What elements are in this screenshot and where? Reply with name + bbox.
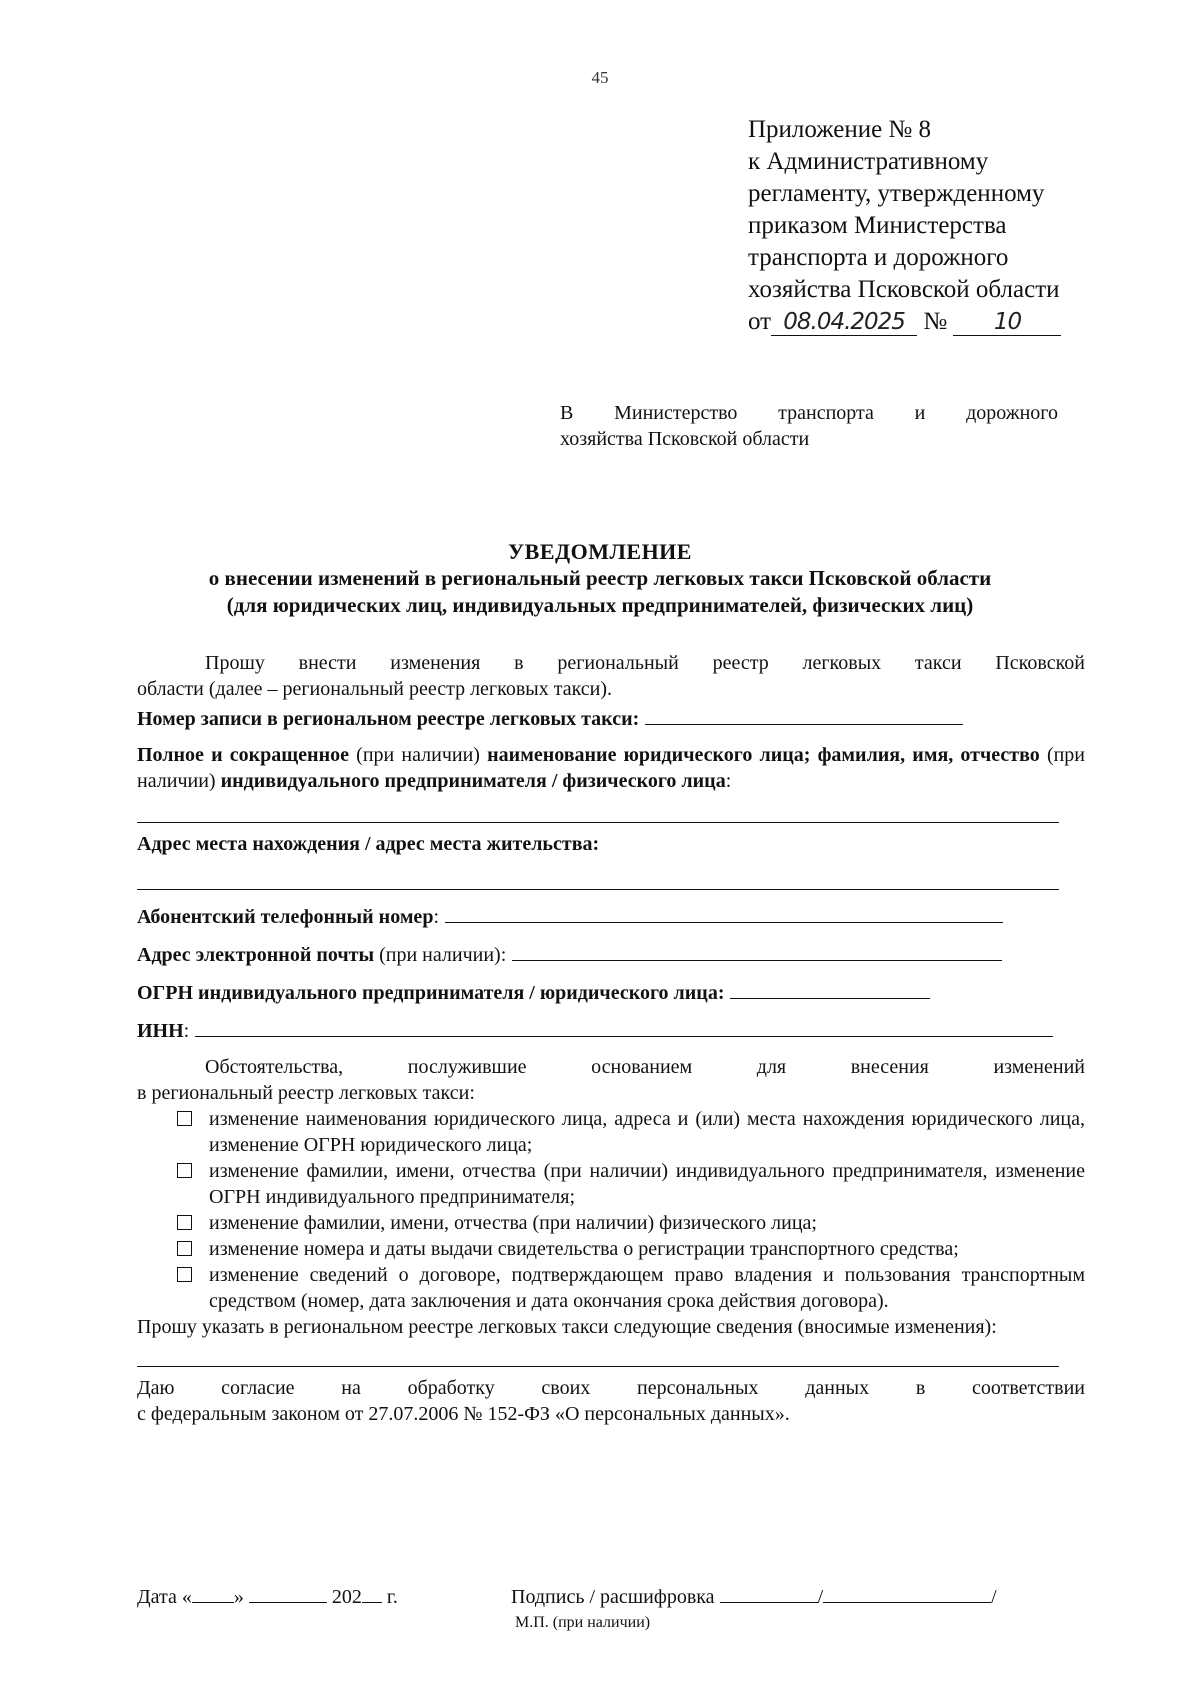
address-input-line[interactable] (137, 865, 1059, 890)
name-field-label (137, 742, 1085, 794)
appendix-line: транспорта и дорожного (748, 244, 1009, 271)
checkbox-label: изменение наименования юридического лица, адреса и (или) места нахождения юридического лица, изменение ОГРН юридического лица; (209, 1108, 1085, 1156)
appendix-line: приказом Министерства (748, 212, 1007, 239)
signature-label: Подпись / расшифровка (511, 1586, 715, 1608)
signature-input-line[interactable] (720, 1582, 818, 1603)
number-prefix: № (923, 308, 948, 335)
page-number: 45 (591, 68, 609, 87)
appendix-date-line (748, 306, 1168, 338)
appendix-title: Приложение № 8 (748, 116, 932, 143)
name-label-part: (при наличии) (356, 744, 480, 766)
phone-field (137, 900, 1085, 930)
appendix-block (748, 114, 1168, 338)
inn-input-line[interactable] (195, 1014, 1053, 1037)
signature-field (511, 1582, 997, 1610)
email-field (137, 938, 1085, 968)
checkbox-label: изменение фамилии, имени, отчества (при наличии) индивидуального предпринимателя, изменение ОГРН индивидуального предпринимателя; (209, 1160, 1085, 1208)
address-label: Адрес места нахождения / адрес места жительства: (137, 833, 600, 855)
order-date-handwritten: 08.04.2025 (771, 309, 917, 336)
checkbox-label: изменение сведений о договоре, подтверждающем право владения и пользования транспортным средством (номер, дата заключения и дата окончания срока действия договора). (209, 1264, 1085, 1312)
day-input-line[interactable] (192, 1582, 234, 1603)
consent-line-1: Даю согласие на обработку своих персональных данных в соответствии (137, 1377, 1085, 1399)
changes-input-line[interactable] (137, 1342, 1059, 1367)
inn-field (137, 1014, 1085, 1044)
request-text: Прошу указать в региональном реестре легковых такси следующие сведения (вносимые изменения): (137, 1316, 997, 1338)
appendix-line: регламенту, утвержденному (748, 180, 1045, 207)
phone-label: Абонентский телефонный номер (137, 906, 434, 928)
email-label: Адрес электронной почты (137, 944, 375, 966)
ogrn-field (137, 976, 1085, 1006)
circumstances-line-1: Обстоятельства, послужившие основанием для внесения изменений (205, 1056, 1085, 1078)
name-label-part: (при наличии) (137, 744, 1086, 792)
year-prefix: 202 (331, 1586, 362, 1608)
inn-label-colon: : (183, 1020, 190, 1042)
year-input-line[interactable] (362, 1582, 382, 1603)
circumstances-line-2: в региональный реестр легковых такси: (137, 1082, 475, 1104)
name-label-part: наименование юридического лица; фамилия, имя, отчество (487, 744, 1040, 766)
addressee-block (560, 400, 1058, 452)
checkbox-label: изменение фамилии, имени, отчества (при наличии) физического лица; (209, 1212, 817, 1234)
checkbox-item (137, 1106, 1085, 1158)
email-input-line[interactable] (512, 938, 1002, 961)
checkbox[interactable] (177, 1215, 192, 1230)
date-close-quote: » (233, 1586, 244, 1608)
registry-number-input-line[interactable] (645, 702, 963, 725)
slash: / (817, 1586, 824, 1608)
appendix-line: хозяйства Псковской области (748, 276, 1060, 303)
title-subtitle-1: о внесении изменений в региональный реестр легковых такси Псковской области (208, 566, 992, 590)
date-label: Дата « (137, 1586, 192, 1608)
title-main: УВЕДОМЛЕНИЕ (508, 539, 692, 564)
date-prefix: от (748, 308, 772, 335)
name-label-part: индивидуального предпринимателя / физического лица (220, 770, 726, 792)
name-input-line[interactable] (137, 798, 1059, 823)
registry-number-label: Номер записи в региональном реестре легковых такси: (137, 708, 640, 730)
addressee-line-2: хозяйства Псковской области (560, 428, 810, 450)
year-suffix: г. (386, 1586, 398, 1608)
registry-number-field (137, 702, 1085, 732)
checkbox-item (137, 1158, 1085, 1210)
checkbox-item (137, 1262, 1085, 1314)
form-body (137, 650, 1085, 1427)
intro-line-1: Прошу внести изменения в региональный реестр легковых такси Псковской (205, 652, 1085, 674)
checkbox[interactable] (177, 1111, 192, 1126)
name-label-part: Полное и сокращенное (137, 744, 349, 766)
month-input-line[interactable] (249, 1582, 327, 1603)
consent-line-2: с федеральным законом от 27.07.2006 № 152-ФЗ «О персональных данных». (137, 1403, 790, 1425)
email-label-note: (при наличии): (379, 944, 507, 966)
name-label-colon: : (725, 770, 732, 792)
checkbox-item (137, 1236, 1085, 1262)
signature-block (137, 1582, 1085, 1631)
phone-label-colon: : (433, 906, 439, 928)
checkbox[interactable] (177, 1267, 192, 1282)
phone-input-line[interactable] (445, 900, 1003, 923)
appendix-line: к Административному (748, 148, 989, 175)
inn-label: ИНН (137, 1020, 184, 1042)
order-number-handwritten: 10 (953, 309, 1061, 336)
addressee-line-1: В Министерство транспорта и дорожного (560, 402, 1058, 424)
slash: / (991, 1586, 997, 1608)
intro-line-2: области (далее – региональный реестр легковых такси). (137, 678, 613, 700)
checkbox[interactable] (177, 1163, 192, 1178)
stamp-note: М.П. (при наличии) (515, 1614, 651, 1631)
title-subtitle-2: (для юридических лиц, индивидуальных предпринимателей, физических лиц) (226, 593, 974, 617)
document-title (0, 538, 1200, 619)
decryption-input-line[interactable] (823, 1582, 991, 1603)
checkbox[interactable] (177, 1241, 192, 1256)
date-field (137, 1586, 398, 1608)
checkbox-item (137, 1210, 1085, 1236)
ogrn-input-line[interactable] (730, 976, 930, 999)
checkbox-label: изменение номера и даты выдачи свидетельства о регистрации транспортного средства; (209, 1238, 959, 1260)
ogrn-label: ОГРН индивидуального предпринимателя / юридического лица: (137, 982, 725, 1004)
